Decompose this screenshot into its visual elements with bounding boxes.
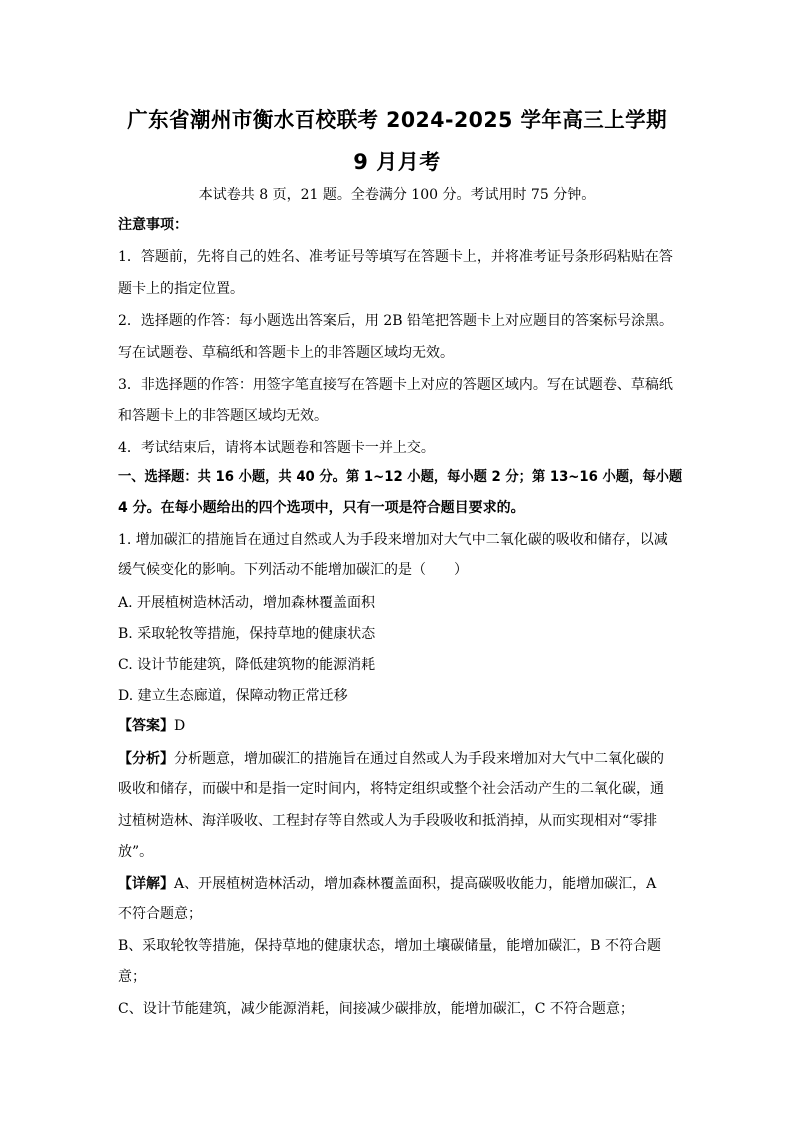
notice-line: 写在试题卷、草稿纸和答题卡上的非答题区域均无效。: [118, 345, 454, 361]
analysis-line-1: [118, 750, 664, 768]
option-d: D. 建立生态廊道，保障动物正常迁移: [118, 688, 348, 704]
detail-label: 【详解】: [118, 876, 174, 892]
answer-label: 【答案】: [118, 718, 174, 734]
detail-line-3: B、采取轮牧等措施，保持草地的健康状态，增加土壤碳储量，能增加碳汇，B 不符合题: [118, 938, 662, 954]
notice-line: 4．考试结束后，请将本试题卷和答题卡一并上交。: [118, 440, 435, 456]
analysis-label: 【分析】: [118, 751, 174, 767]
answer-value: D: [174, 718, 186, 734]
option-c: C. 设计节能建筑，降低建筑物的能源消耗: [118, 657, 376, 673]
question-stem-line-2: 缓气候变化的影响。下列活动不能增加碳汇的是（ ）: [118, 562, 468, 578]
notice-line: 2．选择题的作答：每小题选出答案后，用 2B 铅笔把答题卡上对应题目的答案标号涂黑。: [118, 313, 674, 329]
exam-info: 本试卷共 8 页，21 题。全卷满分 100 分。考试用时 75 分钟。: [198, 187, 596, 203]
document-title-line-1: 广东省潮州市衡水百校联考 2024-2025 学年高三上学期: [127, 108, 667, 132]
analysis-line-4: 放”。: [118, 844, 154, 860]
detail-line-1: [118, 875, 656, 893]
analysis-text: 分析题意，增加碳汇的措施旨在通过自然或人为手段来增加对大气中二氧化碳的: [174, 751, 664, 767]
notice-heading: 注意事项：: [118, 217, 188, 233]
option-b: B. 采取轮牧等措施，保持草地的健康状态: [118, 626, 376, 642]
detail-line-5: C、设计节能建筑，减少能源消耗，间接减少碳排放，能增加碳汇，C 不符合题意；: [118, 1001, 634, 1017]
notice-line: 题卡上的指定位置。: [118, 281, 244, 297]
analysis-line-2: 吸收和储存，而碳中和是指一定时间内，将特定组织或整个社会活动产生的二氧化碳，通: [118, 781, 664, 797]
section-heading-line-1: 一、选择题：共 16 小题，共 40 分。第 1~12 小题，每小题 2 分；第 13~16 小题，每小题: [118, 469, 683, 485]
notice-line: 和答题卡上的非答题区域均无效。: [118, 408, 328, 424]
detail-line-2: 不符合题意；: [118, 906, 202, 922]
analysis-line-3: 过植树造林、海洋吸收、工程封存等自然或人为手段吸收和抵消掉，从而实现相对“零排: [118, 813, 658, 829]
question-stem-line-1: 1. 增加碳汇的措施旨在通过自然或人为手段来增加对大气中二氧化碳的吸收和储存，以减: [118, 532, 668, 548]
notice-line: 1．答题前，先将自己的姓名、准考证号等填写在答题卡上，并将准考证号条形码粘贴在答: [118, 249, 673, 265]
section-heading-line-2: 4 分。在每小题给出的四个选项中，只有一项是符合题目要求的。: [118, 500, 525, 516]
document-title-line-2: 9 月月考: [353, 150, 441, 174]
detail-text: A、开展植树造林活动，增加森林覆盖面积，提高碳吸收能力，能增加碳汇，A: [174, 876, 657, 892]
option-a: A. 开展植树造林活动，增加森林覆盖面积: [118, 595, 376, 611]
notice-line: 3．非选择题的作答：用签字笔直接写在答题卡上对应的答题区域内。写在试题卷、草稿纸: [118, 377, 673, 393]
answer-line: [118, 717, 185, 735]
detail-line-4: 意；: [118, 969, 146, 985]
